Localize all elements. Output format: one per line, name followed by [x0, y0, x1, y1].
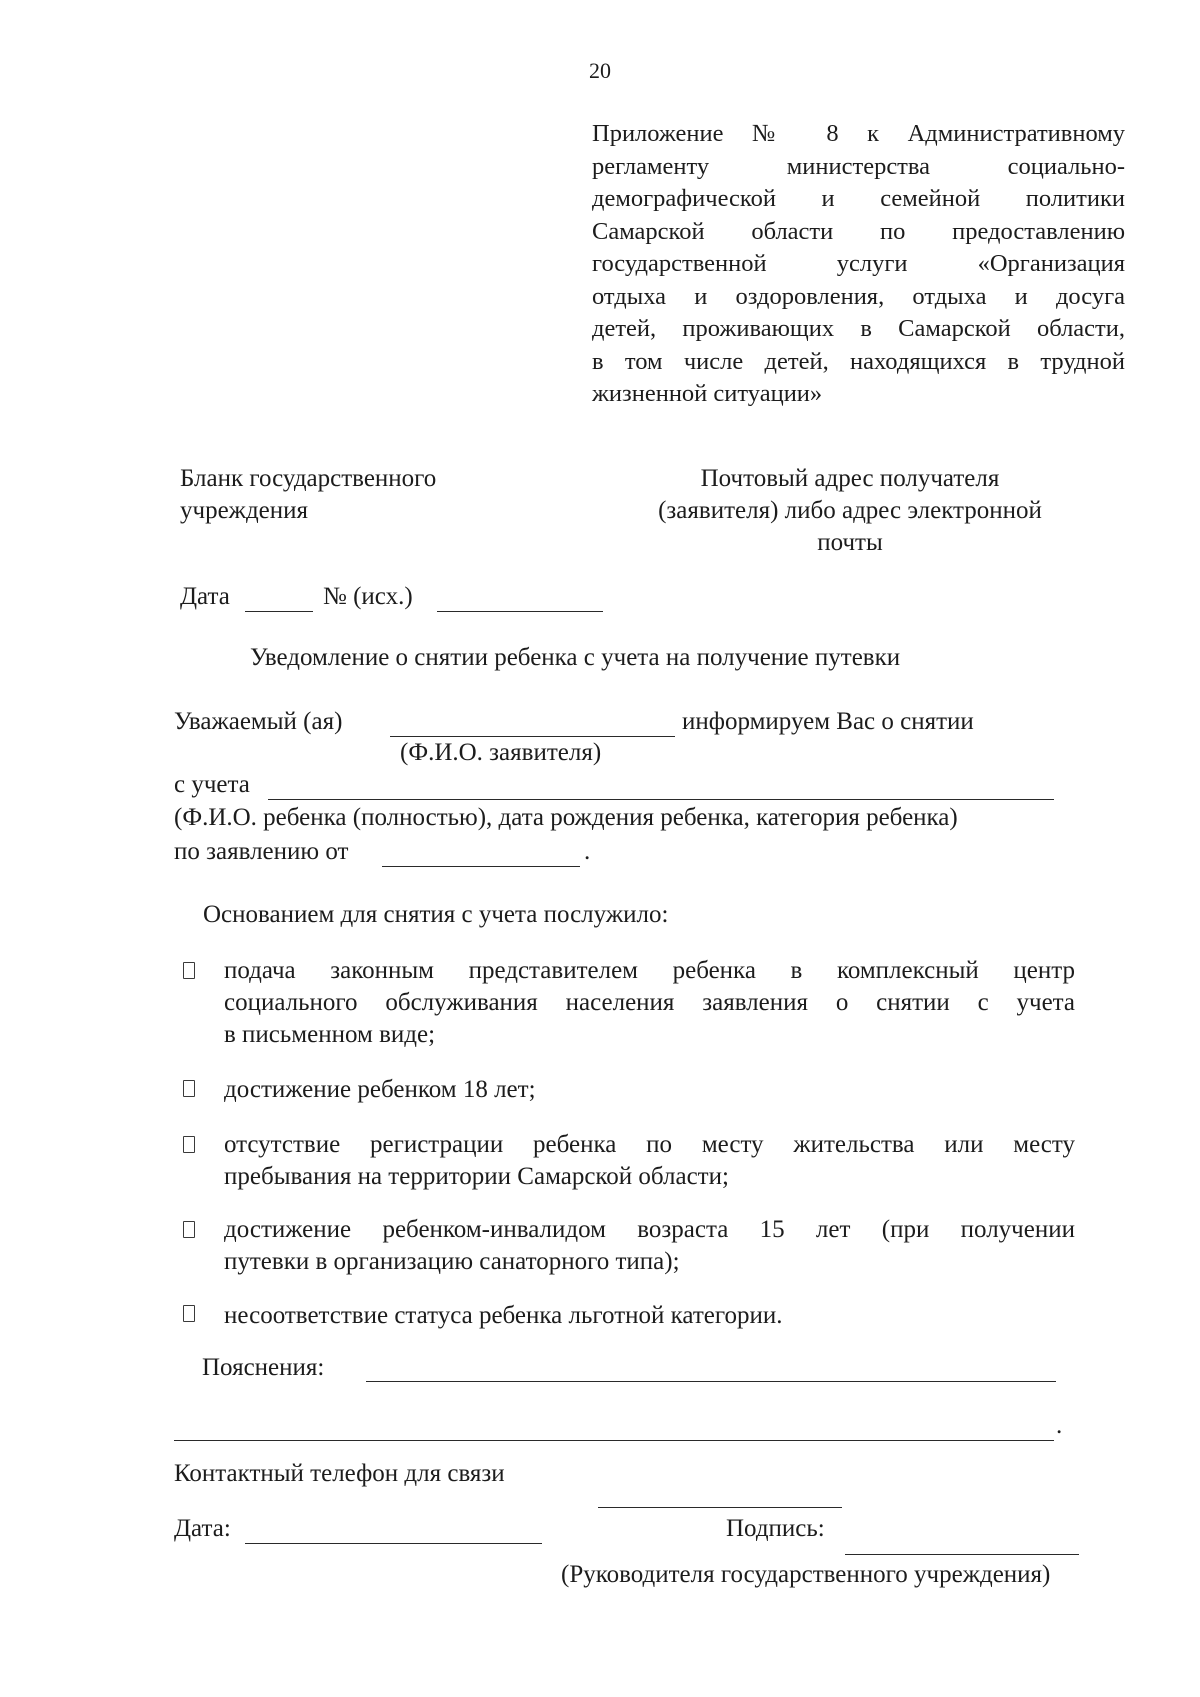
appendix-line: государственной услуги «Организация [592, 250, 1125, 277]
appendix-line: Приложение № 8 к Административному [592, 120, 1125, 147]
date-blank[interactable] [245, 611, 313, 612]
number-blank[interactable] [437, 611, 603, 612]
signature-blank[interactable] [845, 1554, 1079, 1555]
page-number: 20 [589, 58, 611, 83]
explanations-blank-1[interactable] [366, 1381, 1056, 1382]
appendix-line: детей, проживающих в Самарской области, [592, 315, 1125, 342]
appendix-line: отдыха и оздоровления, отдыха и досуга [592, 282, 1125, 310]
address-line: Почтовый адрес получателя [700, 465, 1000, 492]
explanations-blank-2[interactable] [174, 1440, 1054, 1441]
greeting-label: Уважаемый (ая) [174, 708, 343, 735]
reason-line: несоответствие статуса ребенка льготной категории. [224, 1302, 783, 1329]
address-line: почты [817, 529, 883, 556]
explanations-label: Пояснения: [202, 1354, 325, 1381]
number-label: № (исх.) [323, 583, 413, 610]
appendix-line: демографической и семейной политики [592, 185, 1125, 212]
reason-line: отсутствие регистрации ребенка по месту жительства или месту [224, 1131, 1075, 1158]
child-info-blank[interactable] [268, 799, 1054, 800]
reason-text-5 [224, 1300, 1075, 1332]
blank-line: Бланк государственного [180, 465, 437, 492]
greeting-after: информируем Вас о снятии [682, 708, 974, 735]
date-label: Дата [180, 583, 230, 610]
reason-line: в письменном виде; [224, 1021, 436, 1048]
signature-caption: (Руководителя государственного учреждения) [561, 1561, 1051, 1588]
reason-checkbox-3[interactable] [183, 1136, 195, 1153]
appendix-line: жизненной ситуации» [592, 380, 823, 407]
application-date-blank[interactable] [382, 866, 580, 867]
reason-line: достижение ребенком 18 лет; [224, 1076, 536, 1103]
document-title: Уведомление о снятии ребенка с учета на получение путевки [250, 644, 901, 671]
recipient-address [620, 463, 1080, 559]
contact-phone-blank[interactable] [598, 1507, 842, 1508]
reason-line: достижение ребенком-инвалидом возраста 15 лет (при получении [224, 1216, 1075, 1243]
application-period: . [584, 838, 591, 865]
appendix-block [592, 118, 1125, 411]
address-line: (заявителя) либо адрес электронной [658, 497, 1042, 524]
reason-line: путевки в организацию санаторного типа); [224, 1248, 680, 1275]
footer-date-label: Дата: [174, 1515, 231, 1542]
reason-text-2 [224, 1074, 1075, 1106]
registration-label: с учета [174, 771, 250, 798]
applicant-name-blank[interactable] [390, 736, 675, 737]
reason-checkbox-5[interactable] [183, 1305, 195, 1322]
footer-date-blank[interactable] [245, 1543, 542, 1544]
signature-label: Подпись: [726, 1515, 825, 1542]
child-caption: (Ф.И.О. ребенка (полностью), дата рождения ребенка, категория ребенка) [174, 804, 958, 831]
reason-line: социального обслуживания населения заявления о снятии с учета [224, 989, 1075, 1016]
reason-checkbox-4[interactable] [183, 1221, 195, 1238]
appendix-line: регламенту министерства социально- [592, 152, 1125, 180]
reason-text-1 [224, 955, 1075, 1051]
application-label: по заявлению от [174, 838, 349, 865]
reason-checkbox-1[interactable] [183, 962, 195, 979]
blank-line: учреждения [180, 497, 309, 524]
appendix-line: в том числе детей, находящихся в трудной [592, 347, 1125, 375]
basis-heading: Основанием для снятия с учета послужило: [203, 901, 669, 928]
appendix-line: Самарской области по предоставлению [592, 217, 1125, 245]
reason-text-3 [224, 1129, 1075, 1193]
reason-checkbox-2[interactable] [183, 1080, 195, 1097]
reason-line: пребывания на территории Самарской области; [224, 1163, 729, 1190]
reason-line: подача законным представителем ребенка в комплексный центр [224, 957, 1075, 984]
contact-phone-label: Контактный телефон для связи [174, 1460, 505, 1487]
explanations-end: . [1056, 1412, 1063, 1439]
reason-text-4 [224, 1214, 1075, 1278]
institution-blank [180, 463, 436, 527]
applicant-caption: (Ф.И.О. заявителя) [400, 739, 602, 766]
